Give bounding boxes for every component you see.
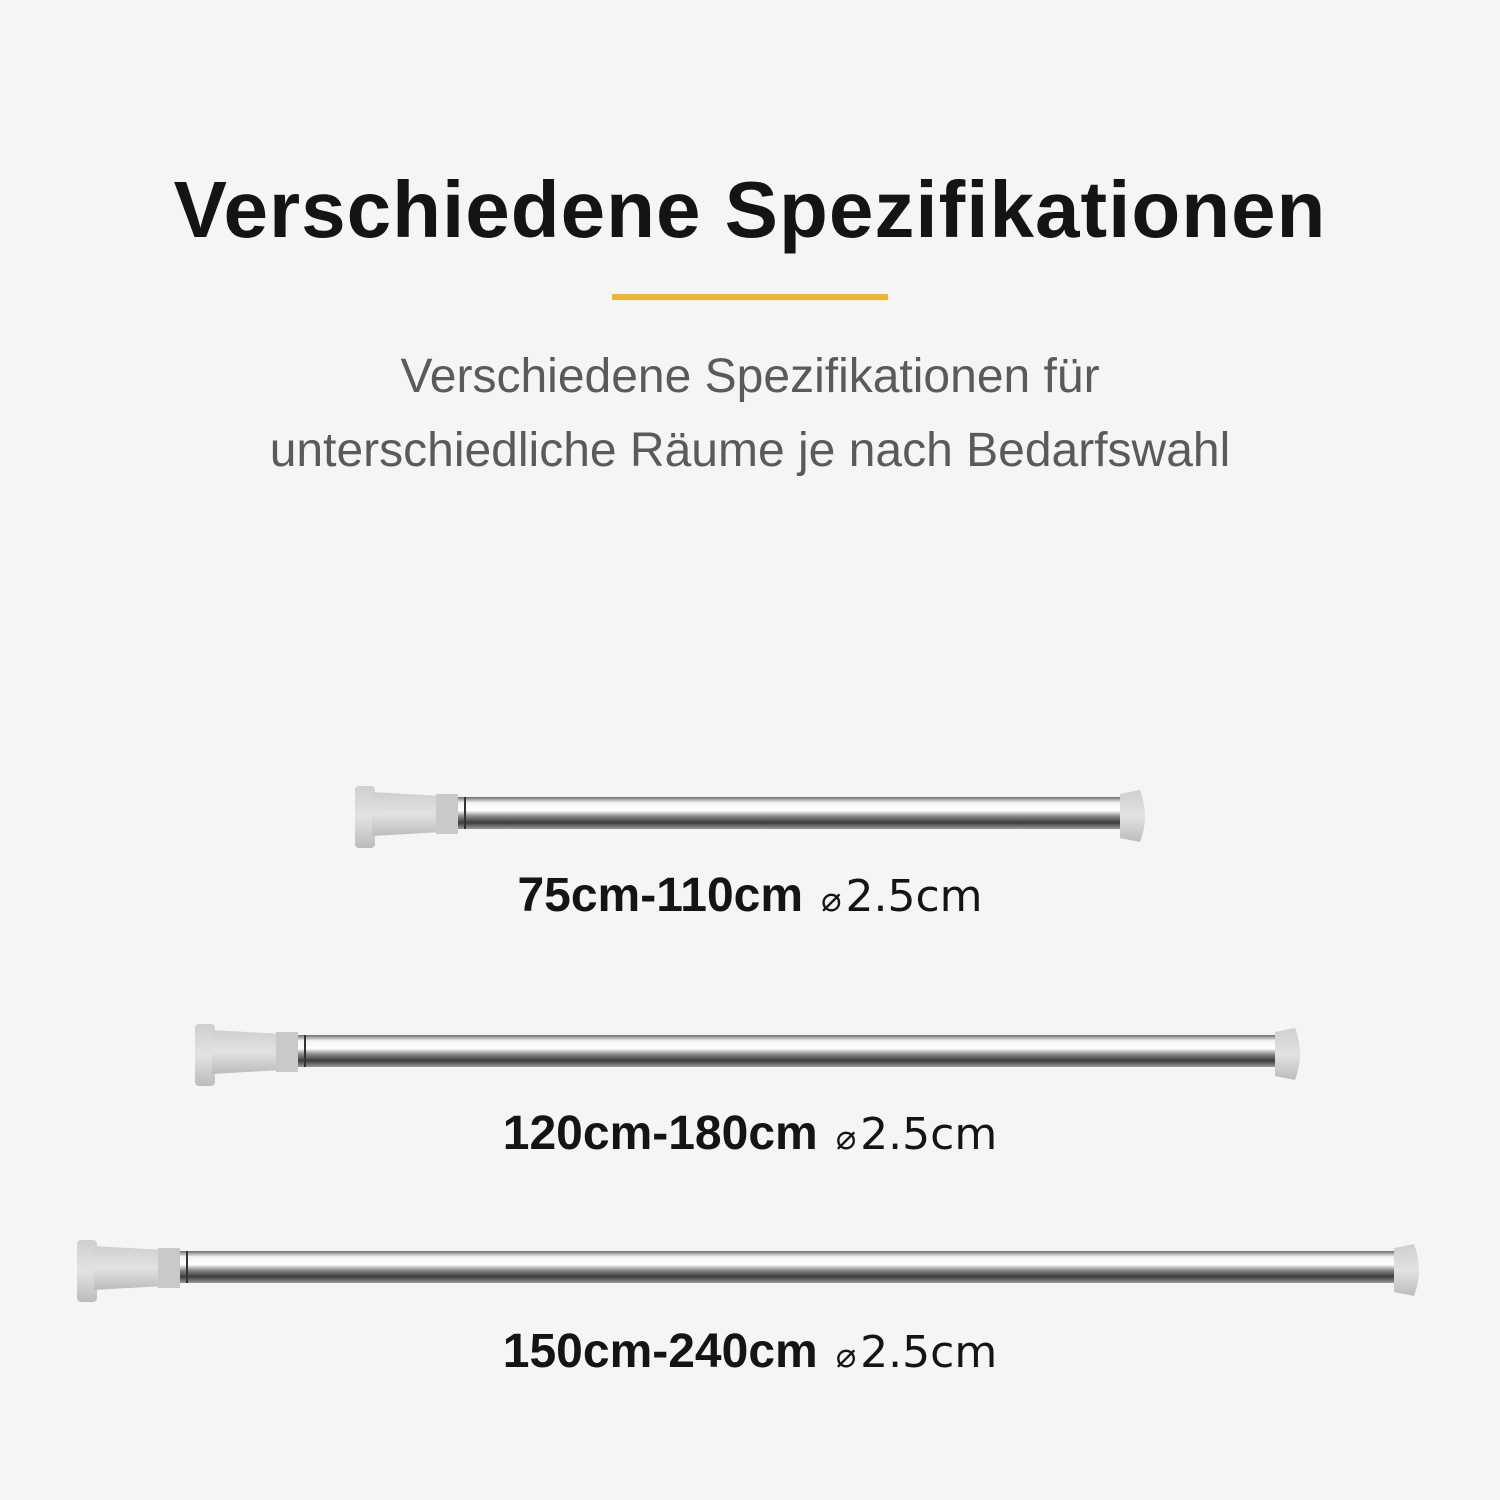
diameter: ⌀2.5cm: [835, 1327, 998, 1378]
length-range: 75cm-110cm: [517, 869, 804, 922]
subtitle-line-2: unterschiedliche Räume je nach Bedarfswahl: [269, 424, 1231, 477]
spec-label-large: [0, 1324, 1500, 1379]
tension-rod-large-image: [72, 1234, 1432, 1306]
accent-divider: [612, 294, 888, 300]
diameter-icon: ⌀: [821, 880, 842, 920]
spec-label-small: [0, 868, 1500, 923]
tension-rod-medium-image: [190, 1018, 1310, 1090]
page-title: Verschiedene Spezifikationen: [173, 165, 1327, 254]
diameter: ⌀2.5cm: [835, 1109, 998, 1160]
length-range: 150cm-240cm: [502, 1325, 818, 1378]
diameter-icon: ⌀: [835, 1336, 857, 1376]
diameter: ⌀2.5cm: [821, 871, 983, 922]
subtitle-line-1: Verschiedene Spezifikationen für: [400, 350, 1100, 403]
diameter-icon: ⌀: [835, 1118, 857, 1158]
length-range: 120cm-180cm: [502, 1107, 818, 1160]
spec-label-medium: [0, 1106, 1500, 1161]
tension-rod-small-image: [350, 780, 1155, 852]
page-subtitle: [0, 340, 1500, 488]
